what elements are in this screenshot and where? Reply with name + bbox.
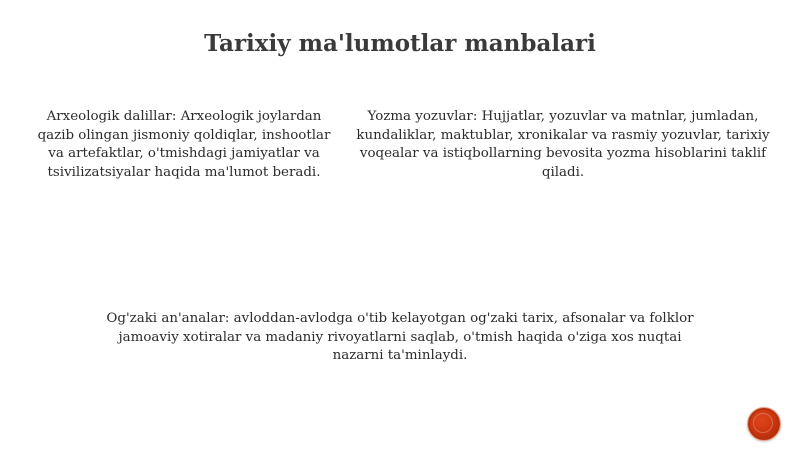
written-records-text: Yozma yozuvlar: Hujjatlar, yozuvlar va matnlar, jumladan, kundaliklar, maktublar, xronikalar va rasmiy yozuvlar, tarixiy voqealar va istiqbollarning bevosita yozma hisoblarini taklif qiladi. bbox=[356, 109, 770, 180]
archaeological-evidence-text: Arxeologik dalillar: Arxeologik joylardan qazib olingan jismoniy qoldiqlar, inshootlar va artefaktlar, o'tmishdagi jamiyatlar va tsivilizatsiyalar haqida ma'lumot beradi. bbox=[37, 109, 331, 180]
slide-nav-button[interactable] bbox=[748, 408, 780, 440]
circle-button-icon bbox=[753, 413, 773, 433]
slide-title: Tarixiy ma'lumotlar manbalari bbox=[204, 30, 596, 57]
oral-traditions-text: Og'zaki an'analar: avloddan-avlodga o'tib kelayotgan og'zaki tarix, afsonalar va folklor jamoaviy xotiralar va madaniy rivoyatlarni saqlab, o'tmish haqida o'ziga xos nuqtai nazarni ta'minlaydi. bbox=[106, 311, 694, 363]
